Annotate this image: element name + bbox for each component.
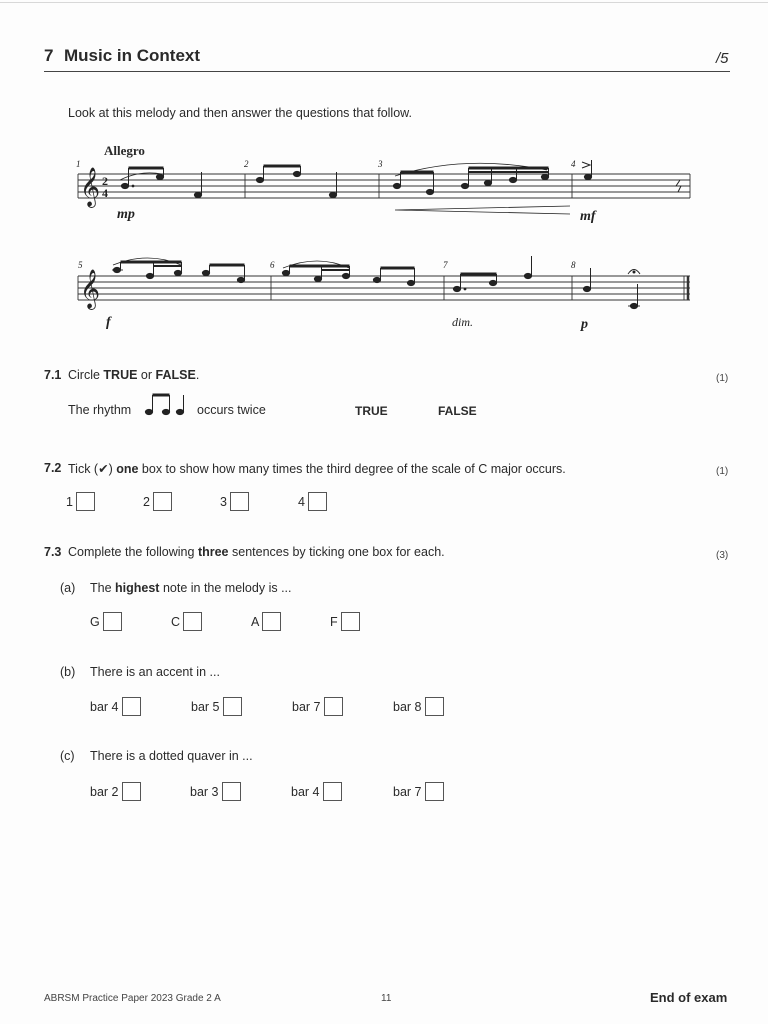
sub-question-text: The highest note in the melody is ...: [90, 581, 292, 595]
page-number: 11: [381, 993, 392, 1004]
time-signature-bottom: 4: [102, 186, 108, 200]
answer-checkbox[interactable]: [262, 612, 281, 631]
answer-option: 3: [220, 492, 249, 511]
staff-1: [78, 174, 690, 198]
section-title: Music in Context: [64, 46, 201, 65]
question-marks: (1): [716, 373, 729, 384]
question-text: Complete the following three sentences by ticking one box for each.: [68, 545, 445, 559]
answer-option: A: [251, 612, 281, 631]
bar-number: 5: [78, 260, 83, 270]
answer-option: bar 7: [393, 782, 444, 801]
dynamic-marking: f: [106, 315, 111, 330]
tempo-marking: Allegro: [104, 143, 145, 158]
answer-checkbox[interactable]: [183, 612, 202, 631]
answer-option: 4: [298, 492, 327, 511]
staff-1-notes: [120, 160, 681, 214]
answer-checkbox[interactable]: [425, 697, 444, 716]
footer-paper-name: ABRSM Practice Paper 2023 Grade 2 A: [44, 993, 221, 1004]
answer-option: F: [330, 612, 360, 631]
melody-score: [0, 0, 768, 345]
bar-number: 1: [76, 159, 81, 169]
answer-checkbox[interactable]: [323, 782, 342, 801]
false-option[interactable]: FALSE: [438, 404, 477, 418]
question-marks: (3): [716, 550, 729, 561]
question-number: 7.2: [44, 461, 62, 475]
answer-option: bar 4: [90, 697, 141, 716]
sub-question-text: There is a dotted quaver in ...: [90, 749, 253, 763]
dynamic-marking: mp: [117, 207, 135, 222]
treble-clef-icon: 𝄞: [80, 167, 101, 207]
intro-text: Look at this melody and then answer the questions that follow.: [68, 106, 412, 120]
bar-number: 2: [244, 159, 249, 169]
answer-checkbox[interactable]: [122, 782, 141, 801]
answer-option: 2: [143, 492, 172, 511]
answer-checkbox[interactable]: [324, 697, 343, 716]
answer-option: 1: [66, 492, 95, 511]
bar-number: 8: [571, 260, 576, 270]
bar-number: 7: [443, 260, 448, 270]
time-signature-top: 2: [102, 174, 108, 188]
dynamic-marking: dim.: [452, 315, 473, 329]
section-total-marks: /5: [716, 50, 729, 67]
answer-option: bar 3: [190, 782, 241, 801]
answer-checkbox[interactable]: [76, 492, 95, 511]
sub-question-letter: (b): [60, 665, 76, 679]
answer-checkbox[interactable]: [308, 492, 327, 511]
question-text: Circle TRUE or FALSE.: [68, 368, 200, 382]
answer-option: bar 8: [393, 697, 444, 716]
treble-clef-icon: 𝄞: [80, 269, 101, 309]
true-option[interactable]: TRUE: [355, 404, 388, 418]
question-text: Tick (✔) one box to show how many times the third degree of the scale of C major occurs.: [68, 462, 566, 476]
answer-option: bar 4: [291, 782, 342, 801]
question-marks: (1): [716, 466, 729, 477]
answer-option: bar 5: [191, 697, 242, 716]
answer-option: bar 2: [90, 782, 141, 801]
rhythm-notation: [144, 392, 192, 418]
section-number: 7: [44, 46, 54, 65]
dynamic-marking: mf: [580, 209, 596, 224]
answer-option: C: [171, 612, 202, 631]
answer-checkbox[interactable]: [103, 612, 122, 631]
question-number: 7.1: [44, 368, 62, 382]
sub-question-letter: (a): [60, 581, 76, 595]
answer-checkbox[interactable]: [230, 492, 249, 511]
answer-checkbox[interactable]: [222, 782, 241, 801]
answer-checkbox[interactable]: [341, 612, 360, 631]
answer-checkbox[interactable]: [122, 697, 141, 716]
bar-number: 4: [571, 159, 576, 169]
answer-option: bar 7: [292, 697, 343, 716]
answer-checkbox[interactable]: [425, 782, 444, 801]
rhythm-label: The rhythm: [68, 403, 132, 417]
end-of-exam-label: End of exam: [650, 990, 728, 1005]
answer-checkbox[interactable]: [153, 492, 172, 511]
question-number: 7.3: [44, 545, 62, 559]
sub-question-text: There is an accent in ...: [90, 665, 220, 679]
sub-question-letter: (c): [60, 749, 75, 763]
dynamic-marking: p: [581, 317, 588, 332]
answer-option: G: [90, 612, 122, 631]
bar-number: 6: [270, 260, 275, 270]
staff-2: [78, 276, 690, 300]
answer-checkbox[interactable]: [223, 697, 242, 716]
bar-number: 3: [378, 159, 383, 169]
rhythm-label-suffix: occurs twice: [197, 403, 266, 417]
